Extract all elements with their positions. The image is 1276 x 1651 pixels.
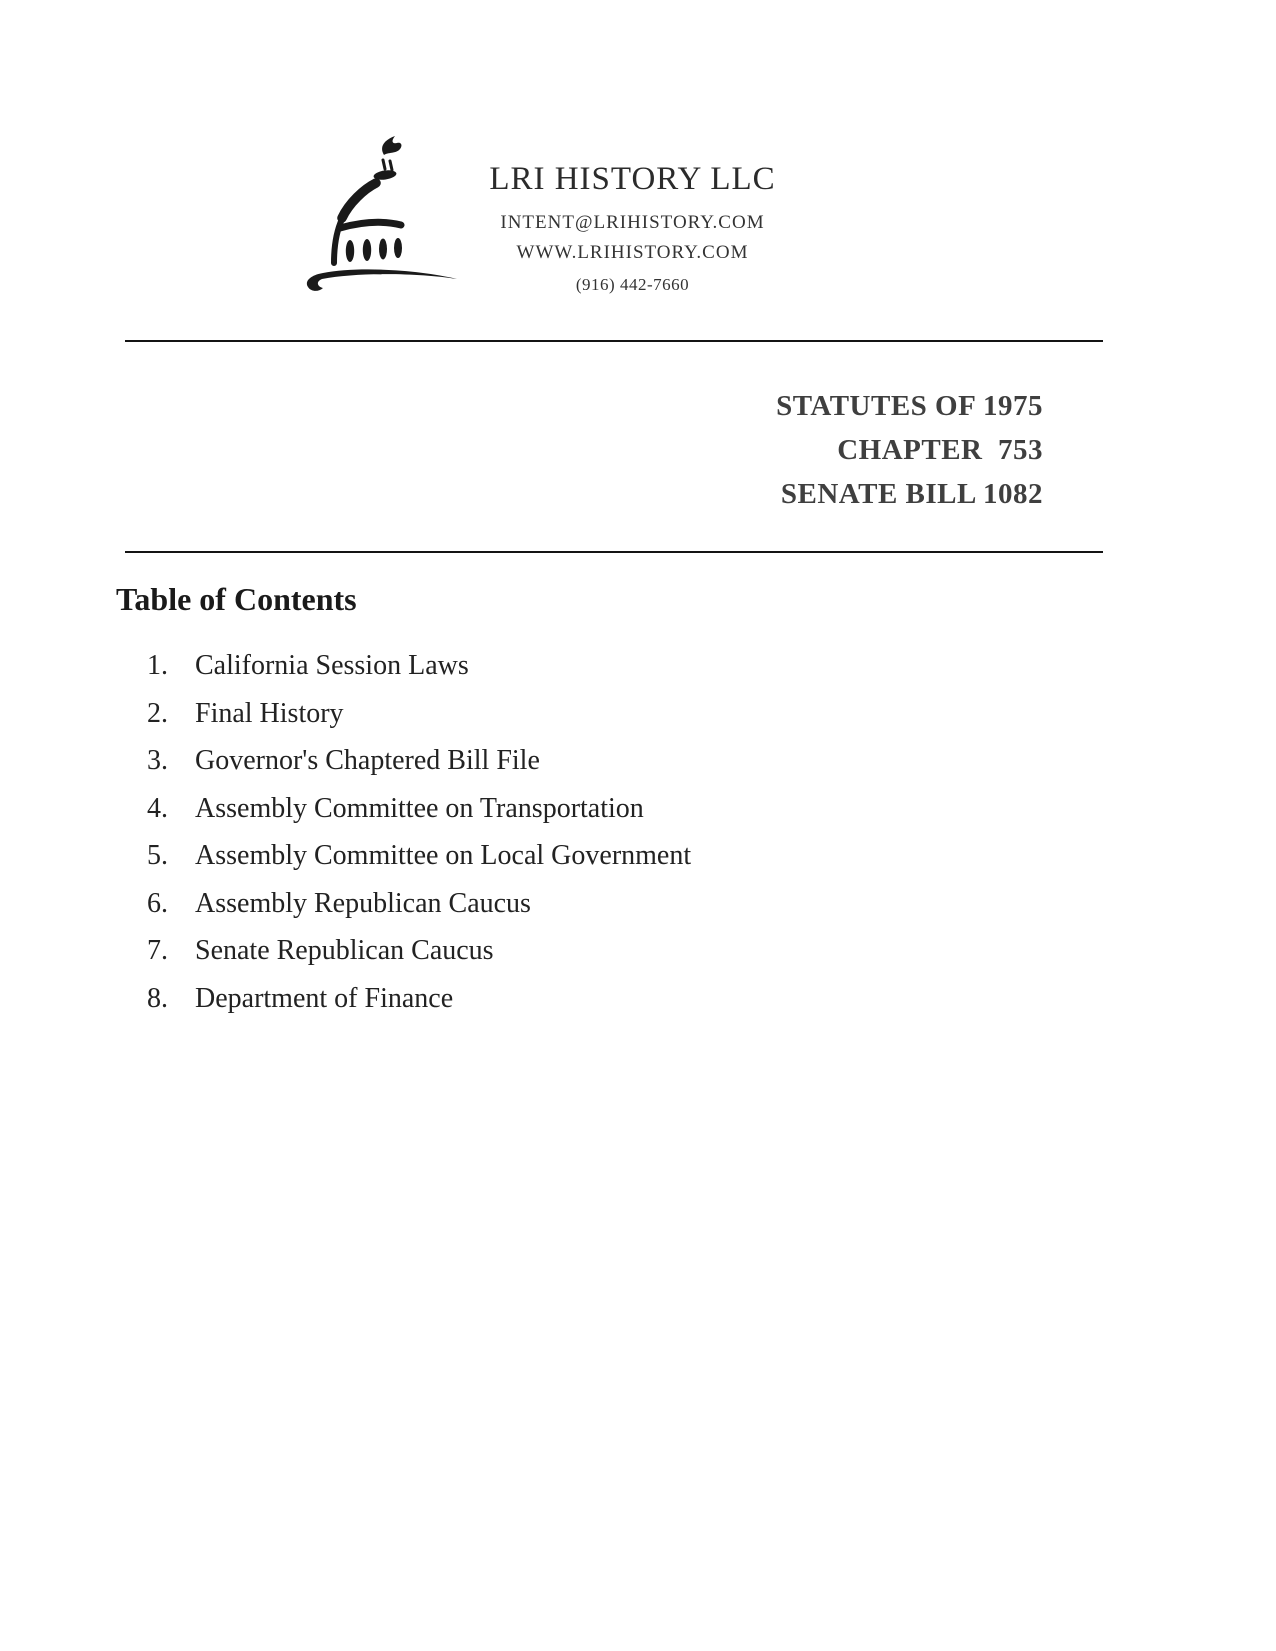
divider-bottom [125,551,1103,553]
company-phone: (916) 442-7660 [575,275,690,294]
company-website: WWW.LRIHISTORY.COM [516,242,749,263]
toc-item [147,651,691,680]
reference-block [776,384,1043,516]
toc-item-label: California Session Laws [195,650,469,681]
toc-item [147,889,691,918]
senate-bill-line: SENATE BILL 1082 [780,478,1043,510]
toc-item-number: 3. [147,745,168,776]
letterhead [460,160,805,295]
toc-item-label: Assembly Republican Caucus [195,887,531,919]
toc-item-label: Final History [195,697,344,729]
toc-item-number: 8. [147,982,168,1014]
capitol-dome-icon [297,132,462,297]
toc-item-number: 6. [147,887,168,919]
toc-item-number: 1. [147,650,168,681]
toc-item-label: Department of Finance [195,982,454,1014]
divider-top [125,340,1103,342]
toc-item-number: 2. [147,697,168,729]
toc-list [147,651,691,1031]
toc-item-number: 5. [147,840,168,871]
company-logo [297,132,462,297]
toc-item [147,984,691,1013]
toc-item-number: 4. [147,792,168,824]
company-name: LRI HISTORY LLC [489,161,776,197]
toc-item [147,936,691,965]
statutes-line: STATUTES OF 1975 [776,390,1043,422]
company-email: INTENT@LRIHISTORY.COM [500,212,765,233]
toc-item [147,841,691,870]
toc-item-label: Senate Republican Caucus [195,935,494,966]
chapter-line: CHAPTER 753 [837,434,1043,466]
toc-title: Table of Contents [116,581,357,617]
toc-item [147,746,691,775]
toc-item-label: Assembly Committee on Transportation [195,792,644,824]
toc-item-number: 7. [147,935,168,966]
toc-item-label: Governor's Chaptered Bill File [195,745,540,776]
toc-item-label: Assembly Committee on Local Government [195,840,692,871]
toc-item [147,794,691,823]
toc-item [147,699,691,728]
